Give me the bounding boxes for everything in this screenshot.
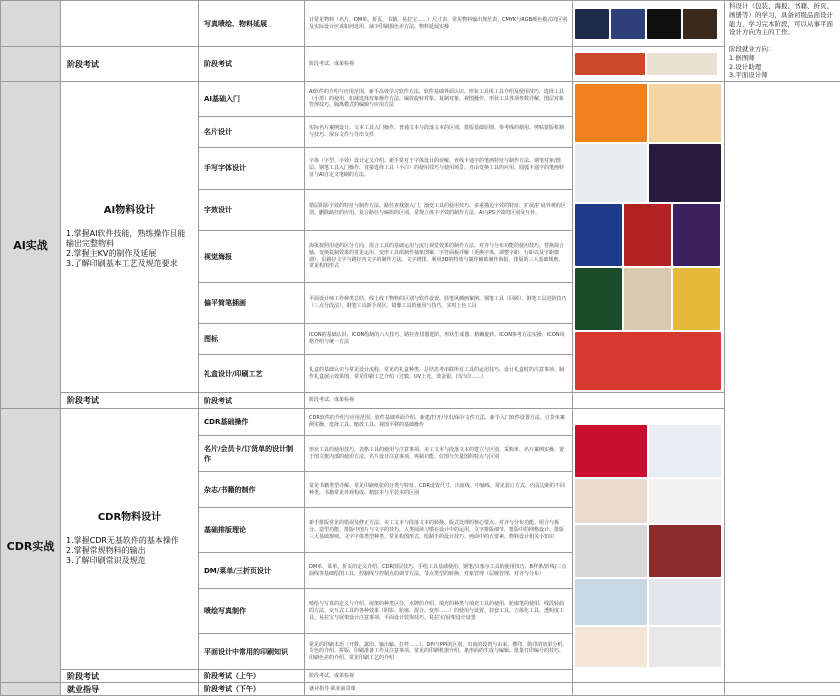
sample-image xyxy=(673,268,720,330)
sample-image xyxy=(673,204,720,266)
section-cell-previous xyxy=(1,1,61,47)
sample-image xyxy=(575,332,721,390)
module-goal: 2.掌握常规物料的输出 xyxy=(66,546,193,556)
module-cell-previous xyxy=(61,1,199,47)
course-description: 形状工具的使用技巧、表格工具的使用与注意事项、美工文本与段落文本的建立与区别、采购单、名片案例实操、置于图文框内部的使用方法、名片设计注意事项、再制功能、位图与矢量图的特点与区别 xyxy=(305,436,573,472)
sample-images-cdr xyxy=(573,409,725,683)
sample-image xyxy=(575,627,647,667)
course-description: 阶段考试、成果检视 xyxy=(305,47,573,82)
course-description: CDR软件的介绍与应用范围、软件基础界面介绍、新建/打开/导出/保存文件方法、新手入门软件设置方法、订货单案例实操、选择工具、缩放工具、视图平移的基础操作 xyxy=(305,409,573,436)
course-description: 实际名片案例设计、文本工具入门操作、普通文本与段落文本的区别、排版基础原则、参考线的使用、剪贴蒙版机制与技巧、保存文件与导出文件 xyxy=(305,116,573,147)
sample-image xyxy=(575,425,647,477)
course-name: 基础排版理论 xyxy=(199,508,305,553)
module-ai-material-design xyxy=(61,82,199,393)
module-goal: 2.掌握主KV的制作及延展 xyxy=(66,249,193,259)
course-name: 字效设计 xyxy=(199,189,305,231)
sample-images-top xyxy=(573,47,725,82)
module-goal: 1.掌握AI软件技能，熟练操作且能输出完整物料 xyxy=(66,229,193,249)
module-exam: 阶段考试 xyxy=(61,47,199,82)
sample-image xyxy=(575,579,647,625)
table-row xyxy=(1,47,840,82)
sample-image xyxy=(649,84,721,142)
module-exam: 阶段考试 xyxy=(61,670,199,683)
course-name: DM/菜单/三折页设计 xyxy=(199,553,305,589)
course-name: 礼盒设计/印刷工艺 xyxy=(199,354,305,392)
sample-image xyxy=(575,268,622,330)
module-goal: 3.了解印刷基本工艺及规范要求 xyxy=(66,259,193,269)
career-notes xyxy=(725,1,840,82)
sample-image xyxy=(647,9,681,39)
table-row xyxy=(1,393,840,409)
course-name: 阶段考试（上午） xyxy=(199,670,305,683)
sample-image xyxy=(683,9,717,39)
table-row xyxy=(1,1,840,47)
career-item: 3.平面设计师 xyxy=(729,71,836,80)
course-description: DM单、菜单、折页的定义介绍、CDR图层技巧、手绘工具基础使用、钢笔/贝塞尔工具的使用技巧、B样条/折线/三点曲线等基础绘图工具、控制线与控制点的调节方法、节点类型的转换、对象管理（层级管理、对齐与分布） xyxy=(305,553,573,589)
course-name: CDR基础操作 xyxy=(199,409,305,436)
section-cdr: CDR实战 xyxy=(1,409,61,683)
career-notes-empty xyxy=(725,683,840,696)
sample-image xyxy=(575,525,647,577)
course-name: 名片设计 xyxy=(199,116,305,147)
module-goal: 1.掌握CDR无基软件的基本操作 xyxy=(66,536,193,546)
sample-image xyxy=(649,579,721,625)
career-item: 2.设计助理 xyxy=(729,63,836,72)
course-description: 海报按照用途的区分方向、混合工具的基础运用与流行视觉效果的制作方法、对齐与分布功能的使用技巧、替换混合轴、变换复制效果的常见运用、变形工具组制作抽象图案、字符面板详解（更换字体、调整字距、行距以及字距微调）、沿路径文字与路径内文字的制作方法、文字绕排、利用3D的特效与制作辅助制作海报、排版的三大基础规则、常见构图形式 xyxy=(305,231,573,283)
course-name: 喷绘写真制作 xyxy=(199,589,305,634)
course-description: 错层阴影字效的特征与制作方法、路径查找器入门、渐变工具的使用技巧、多重描边字效的特征、扩展/扩展外观的区别、删除路径的应用、复合路径与编组的区别、常规立体字字效的制作方法、AI与PS字效的区别及互补。 xyxy=(305,189,573,231)
course-name: 名片/会员卡/订货单的设计制作 xyxy=(199,436,305,472)
course-description: 计常见物料（名片、DM单、折页、书籍、易拉宝……）尺寸表、常见物料输出规范表、CMYK与RGB颜色模式的区别及实际设计应该如何选用、减少印刷损色差方法、物料延展实操 xyxy=(305,1,573,47)
course-description: AI软件的介绍与应用范围、新手高效学习软件方法、软件基础界面认识、形状工具组工具介绍及使用技巧、选择工具（小黑）的使用、如减选择对象操作方法、编放旋转对象、复制对象、视图操作、形状工具各项参数详解、图层对象管理技巧、隔离模式的编辑与应用方法 xyxy=(305,82,573,117)
course-name: 阶段考试（下午） xyxy=(199,683,305,696)
stage-intro: 科设计（包装、海报、书籍、折页、画册等）的学习，具备初级品面设计能力，学习完本阶段，可以从事平面设计方向为主的工作。 xyxy=(729,2,836,37)
course-name: 阶段考试 xyxy=(199,393,305,409)
course-description: 阶段考试、成果检视 xyxy=(305,670,573,683)
course-name: 视觉海报 xyxy=(199,231,305,283)
course-description: 字体（字型、字效）设计定义介绍、新手常对于字体设计的误解、直线卡通字的笔画特征与制作方法、钢笔对象/图层、钢笔工具入门操作、直接选择工具（小白）的使用技巧与使用场景、自由变换工具的应用、圆弧卡通字的笔画特征与AI自定义笔刷的方法。 xyxy=(305,148,573,190)
section-cell-next xyxy=(1,683,61,696)
section-cell-previous xyxy=(1,47,61,82)
section-ai: AI实战 xyxy=(1,82,61,409)
sample-image xyxy=(649,425,721,477)
course-description: 常见书籍类型详解、常见印刷纸张的分类与特征、CDR设置尺寸、出血线、中轴线、常见装订方式、内页边距的不同种类、书籍常见外观构成、精装本与平装本的区别 xyxy=(305,472,573,508)
sample-image xyxy=(611,9,645,39)
course-name: 平面设计中常用的印刷知识 xyxy=(199,634,305,670)
sample-image xyxy=(649,479,721,523)
course-description: 新手排版常见的错误及修正方法、美工文本与段落文本的转换、版式处理的核心要点、对齐与分布功能、组合与拆分、造型功能、排版中图片与文字的技巧、人类阅读习惯在设计中的运用、文字排版细节、排版中的网格设计、排版三大基础规则、文字字体类型种类、常见构图形式、绘制手的设计技巧、画面中的五要素、物料设计相关小知识 xyxy=(305,508,573,553)
sample-image xyxy=(647,53,717,75)
sample-images-empty xyxy=(573,393,725,409)
table-row xyxy=(1,683,840,696)
sample-image xyxy=(649,627,721,667)
course-name: 偏平简笔插画 xyxy=(199,283,305,323)
course-name: 阶段考试 xyxy=(199,47,305,82)
module-goal: 3.了解印刷常识及规范 xyxy=(66,556,193,566)
course-name: 写真喷绘、物料延展 xyxy=(199,1,305,47)
sample-image xyxy=(575,53,645,75)
course-description: 就业指导·职业前景课 xyxy=(305,683,573,696)
sample-image xyxy=(575,9,609,39)
course-description: ICON的基础认识、ICON绘制的六大技巧、路径查找器进阶、形状生成器、精确旋转、ICON参考方法实操、ICON风格介绍与统一方法 xyxy=(305,323,573,354)
course-name: 杂志/书籍的制作 xyxy=(199,472,305,508)
module-exam: 阶段考试 xyxy=(61,393,199,409)
course-description: 常见的印刷术语（开数、露印、输出稿、打样……）、DPI与PPI的区别、出血的设置与由来、叠印、陷印的效果分析、专色的介绍、拼版、印刷准备工作及注意事项、常见的印刷机器介绍、条形码的生成与编辑、批量打印编号的技巧、印刷色差的介绍、常见印刷工艺的介绍 xyxy=(305,634,573,670)
course-name: 手写字体设计 xyxy=(199,148,305,190)
module-career-guidance: 就业指导 xyxy=(61,683,199,696)
course-description: 礼盒的基础认识与常见设计流程、常见的礼盒种类、总结思考串联所有工具的运用技巧、设计礼盒时的注意事项、制作礼盒展示效果图、常见印刷工艺介绍（过膜、UV上光、烫金银、凹凸印……） xyxy=(305,354,573,392)
module-title: CDR物料设计 xyxy=(66,512,193,525)
course-description: 阶段考试、成果检视 xyxy=(305,393,573,409)
sample-image xyxy=(624,268,671,330)
sample-images-top xyxy=(573,1,725,47)
sample-image xyxy=(575,479,647,523)
course-description: 喷绘与写真的定义与介绍、展架的种类区分、水牌的介绍、填充的种类与填充工具的使用、轮廓笔的使用、线段转曲的方法、交互式工具的各种效果（阴影、轮廓、混合、变形……）的使用与设置、封套工具、立体化工具、透明度工具、易拉宝与展架设计注意事项、平面设计装饰技巧、易拉宝/展架设计设置 xyxy=(305,589,573,634)
course-name: 图标 xyxy=(199,323,305,354)
sample-image xyxy=(575,204,622,266)
sample-image xyxy=(649,525,721,577)
course-name: AI基础入门 xyxy=(199,82,305,117)
module-cdr-material-design xyxy=(61,409,199,670)
career-item: 1.修图师 xyxy=(729,54,836,63)
sample-image xyxy=(624,204,671,266)
table-row xyxy=(1,82,840,117)
sample-image xyxy=(575,144,647,202)
table-row xyxy=(1,409,840,436)
sample-images-ai xyxy=(573,82,725,393)
module-title: AI物料设计 xyxy=(66,205,193,218)
sample-images-empty xyxy=(573,683,725,696)
course-description: 平面设计师工作种类总结、线上线下物料的区别与软件设置、简笔风插画案例、钢笔工具（回顾）、钢笔工具进阶技巧（三点分段法）、钢笔工具新手误区、镜像工具的使用与技巧、实时上色工具 xyxy=(305,283,573,323)
career-title: 阶段就业方向： xyxy=(729,45,836,54)
sample-image xyxy=(575,84,647,142)
sample-image xyxy=(649,144,721,202)
